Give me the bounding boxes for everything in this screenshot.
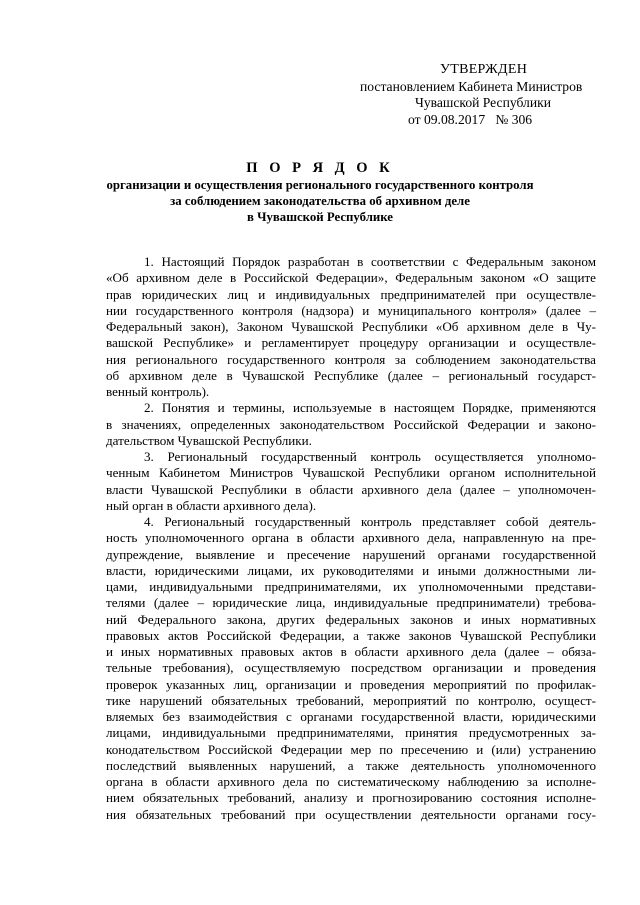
body-line: ния обязательных требований при осуществлении деятельности органами госу- [106, 806, 596, 822]
body-line: власти, юридическими лицами, их руководителями и иными должностными ли- [106, 562, 596, 578]
title-subline: за соблюдением законодательства об архивном деле [170, 194, 470, 208]
body-line: дупреждение, выявление и пресечение нарушений органами государственной [106, 546, 596, 562]
body-line: ность уполномоченного органа в области архивного дела, направленную на пре- [106, 530, 596, 546]
approval-heading: УТВЕРЖДЕН [440, 62, 528, 77]
body-line: прав юридических лиц и индивидуальных предпринимателей при осуществле- [106, 286, 596, 302]
body-line: «Об архивном деле в Российской Федерации», Федеральным законом «О защите [106, 270, 596, 286]
approval-stamp [360, 62, 610, 128]
body-line: ния регионального государственного контроля за соблюдением законодательства [106, 351, 596, 367]
body-line: конодательством Российской Федерации мер по пресечению и (или) устранению [106, 741, 596, 757]
body-line: 3. Региональный государственный контроль осуществляется уполномо- [144, 449, 596, 464]
title-subline: организации и осуществления регионального государственного контроля [106, 178, 534, 192]
title-main: П О Р Я Д О К [246, 160, 394, 176]
body-line: 4. Региональный государственный контроль представляет собой деятель- [144, 514, 596, 529]
body-line: дательством Чувашской Республики. [106, 432, 312, 448]
document-body [106, 254, 596, 823]
body-line: тельные требования), осуществляемую посредством организации и проведения [106, 660, 596, 676]
body-line: цами, индивидуальными предпринимателями, их уполномоченными представи- [106, 579, 596, 594]
body-line: власти Чувашской Республики в области архивного дела (далее – уполномочен- [106, 481, 596, 497]
body-line: лицами, индивидуальными предпринимателями, принятия предусмотренных за- [106, 725, 596, 741]
body-line: вляемых без взаимодействия с органами государственной власти, юридическими [106, 709, 596, 724]
title-subline: в Чувашской Республике [246, 210, 393, 224]
body-line: ный орган в области архивного дела). [106, 497, 317, 513]
body-line: и иных нормативных правовых актов в области архивного дела (далее – обяза- [106, 644, 596, 659]
body-line: ченным Кабинетом Министров Чувашской Республики органом исполнительной [106, 465, 596, 481]
body-line: проверок указанных лиц, организации и проведения мероприятий по профилак- [106, 676, 596, 692]
body-line: 1. Настоящий Порядок разработан в соответствии с Федеральным законом [144, 254, 596, 269]
body-line: ний Федерального закона, других федеральных законов и иных нормативных [106, 611, 596, 627]
body-line: об архивном деле в Чувашской Республике (далее – региональный государст- [106, 367, 596, 383]
approval-line: Чувашской Республики [415, 95, 551, 110]
body-line: нием обязательных требований, анализу и прогнозированию состояния исполне- [106, 790, 596, 806]
body-line: нии государственного контроля (надзора) и муниципального контроля» (далее – [106, 302, 596, 318]
body-line: тике нарушений обязательных требований, мероприятий по контролю, осущест- [106, 692, 596, 708]
body-line: в значениях, определенных законодательством Российской Федерации и законо- [106, 416, 596, 432]
approval-date-number: от 09.08.2017 № 306 [408, 111, 533, 127]
body-line: последствий выявленных нарушений, а также деятельность уполномоченного [106, 757, 596, 773]
body-line: Федеральный закон), Законом Чувашской Республики «Об архивном деле в Чу- [106, 319, 596, 334]
approval-line: постановлением Кабинета Министров [360, 78, 583, 94]
body-line: правовых актов Российской Федерации, а также законов Чувашской Республики [106, 627, 596, 643]
body-line: органа в области архивного дела по систематическому наблюдению за исполне- [106, 774, 596, 789]
body-line: телями (далее – юридические лица, индивидуальные предприниматели) требова- [106, 595, 596, 611]
body-line: 2. Понятия и термины, используемые в настоящем Порядке, применяются [144, 400, 596, 416]
document-title [80, 159, 560, 225]
body-line: вашской Республике» и регламентирует процедуру организации и осуществле- [106, 335, 596, 351]
body-line: венный контроль). [106, 384, 210, 399]
